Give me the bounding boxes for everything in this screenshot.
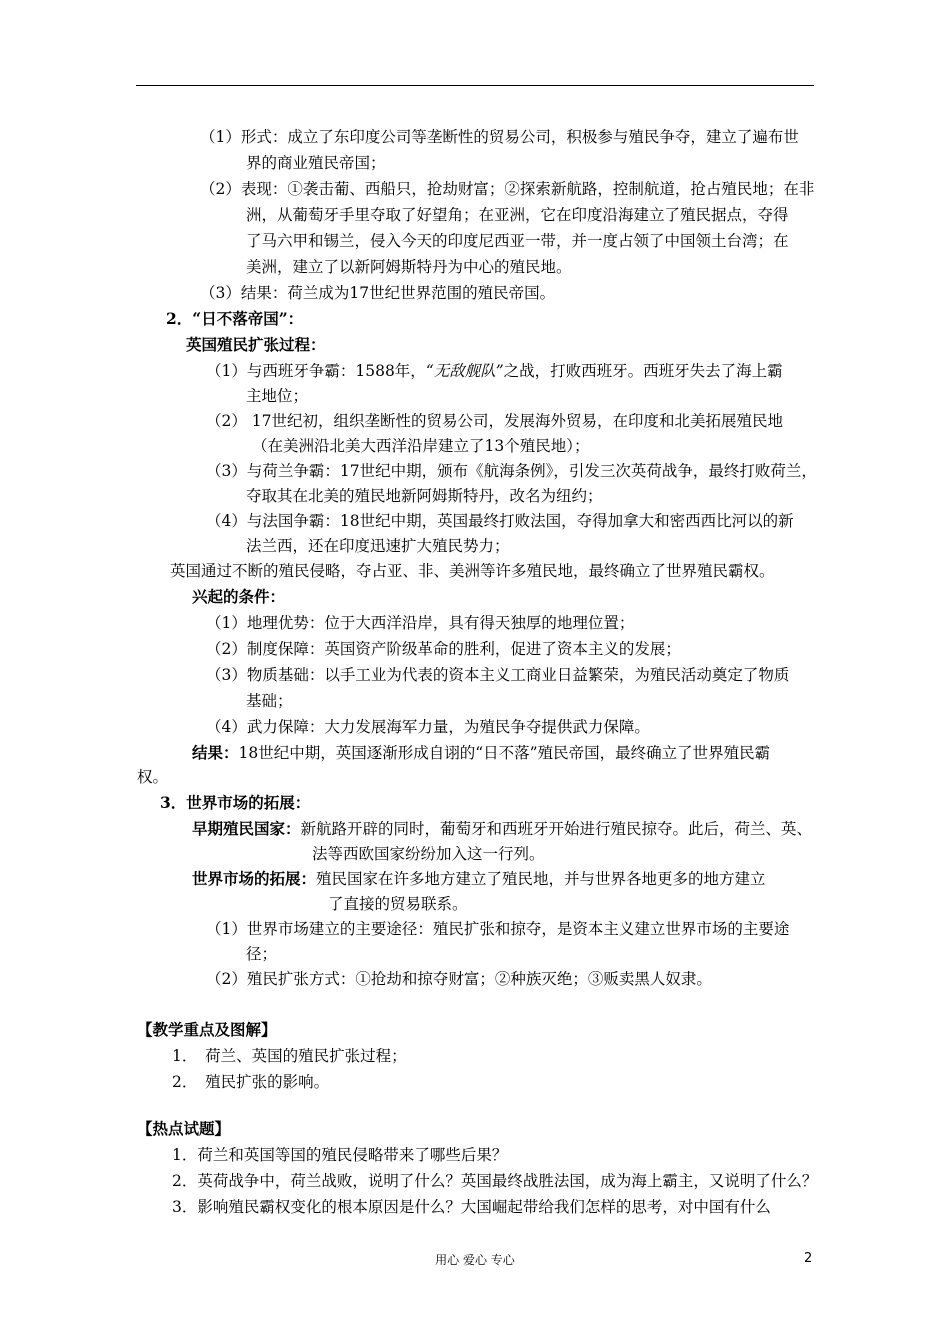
expand-label: 世界市场的拓展： xyxy=(192,869,317,888)
british-process-subheading: 英国殖民扩张过程： xyxy=(186,335,326,354)
question-item: 3．影响殖民霸权变化的根本原因是什么？大国崛起带给我们怎样的思考，对中国有什么 xyxy=(172,1198,771,1216)
process-item-2: （2） 17世纪初，组织垄断性的贸易公司，发展海外贸易，在印度和北美拓展殖民地 xyxy=(206,412,784,430)
process-item-4: （4）与法国争霸：18世纪中期，英国最终打败法国，夺得加拿大和密西西比河以的新 xyxy=(206,512,794,530)
condition-1: （1）地理优势：位于大西洋沿岸，具有得天独厚的地理位置； xyxy=(206,614,635,632)
dutch-form-cont: 界的商业殖民帝国； xyxy=(246,154,386,172)
dutch-performance: （2）表现：①袭击葡、西船只，抢劫财富；②探索新航路，控制航道，抢占殖民地；在非 xyxy=(200,180,815,198)
early-label: 早期殖民国家： xyxy=(192,819,301,838)
condition-3: （3）物质基础：以手工业为代表的资本主义工商业日益繁荣，为殖民活动奠定了物质 xyxy=(206,666,790,684)
dutch-result: （3）结果：荷兰成为17世纪世界范围的殖民帝国。 xyxy=(200,284,556,302)
dutch-performance-cont-1: 洲，从葡萄牙手里夺取了好望角；在亚洲，它在印度沿海建立了殖民据点，夺得 xyxy=(246,206,789,224)
world-market-expansion xyxy=(192,868,766,890)
process-item-1-pre: （1）与西班牙争霸：1588年， xyxy=(206,362,426,380)
question-item: 1．荷兰和英国等国的殖民侵略带来了哪些后果？ xyxy=(172,1146,508,1164)
british-summary: 英国通过不断的殖民侵略，夺占亚、非、美洲等许多殖民地，最终确立了世界殖民霸权。 xyxy=(170,562,775,580)
header-rule xyxy=(136,85,814,86)
early-colonial-powers xyxy=(192,818,812,840)
process-item-3: （3）与荷兰争霸：17世纪中期，颁布《航海条例》，引发三次英荷战争，最终打败荷兰， xyxy=(206,462,817,480)
dutch-form: （1）形式：成立了东印度公司等垄断性的贸易公司，积极参与殖民争夺，建立了遍布世 xyxy=(200,128,799,146)
footer-motto: 用心 爱心 专心 xyxy=(435,1253,515,1267)
page-number: 2 xyxy=(804,1251,813,1266)
dutch-performance-cont-2: 了马六甲和锡兰，侵入今天的印度尼西亚一带，并一度占领了中国领土台湾；在 xyxy=(246,232,789,250)
section-2-heading: 2．“日不落帝国”： xyxy=(166,309,304,328)
process-item-1-cont: 主地位； xyxy=(246,387,309,405)
question-item: 2．英荷战争中，荷兰战败，说明了什么？英国最终战胜法国，成为海上霸主，又说明了什么？ xyxy=(172,1172,818,1190)
world-market-expansion-cont: 了直接的贸易联系。 xyxy=(328,895,468,913)
process-item-3-cont: 夺取其在北美的殖民地新阿姆斯特丹，改名为纽约； xyxy=(246,487,603,505)
condition-3-cont: 基础； xyxy=(246,692,293,710)
hot-questions-title: 【热点试题】 xyxy=(137,1119,231,1138)
early-colonial-powers-cont: 法等西欧国家纷纷加入这一行列。 xyxy=(312,845,545,863)
key-point-item: 1． 荷兰、英国的殖民扩张过程； xyxy=(172,1047,407,1065)
key-points-title: 【教学重点及图解】 xyxy=(137,1020,277,1039)
empire-result-cont: 权。 xyxy=(137,768,169,786)
result-text: 18世纪中期，英国逐渐形成自诩的“日不落”殖民帝国，最终确立了世界殖民霸 xyxy=(238,744,771,762)
condition-4: （4）武力保障：大力发展海军力量，为殖民争夺提供武力保障。 xyxy=(206,718,650,736)
market-item-1: （1）世界市场建立的主要途径：殖民扩张和掠夺，是资本主义建立世界市场的主要途 xyxy=(206,920,790,938)
result-label: 结果： xyxy=(192,743,239,762)
market-item-2: （2）殖民扩张方式：①抢劫和掠夺财富；②种族灭绝；③贩卖黑人奴隶。 xyxy=(206,970,712,988)
conditions-subheading: 兴起的条件： xyxy=(192,587,286,606)
condition-2: （2）制度保障：英国资产阶级革命的胜利，促进了资本主义的发展； xyxy=(206,640,681,658)
expand-text: 殖民国家在许多地方建立了殖民地，并与世界各地更多的地方建立 xyxy=(316,870,766,888)
dutch-performance-cont-3: 美洲，建立了以新阿姆斯特丹为中心的殖民地。 xyxy=(246,258,572,276)
early-text: 新航路开辟的同时，葡萄牙和西班牙开始进行殖民掠夺。此后，荷兰、英、 xyxy=(300,820,813,838)
key-point-item: 2． 殖民扩张的影响。 xyxy=(172,1073,330,1091)
process-item-4-cont: 法兰西，还在印度迅速扩大殖民势力； xyxy=(246,537,510,555)
section-3-heading: 3．世界市场的拓展： xyxy=(160,793,311,812)
process-item-1-post: 之战，打败西班牙。西班牙失去了海上霸 xyxy=(503,362,783,380)
process-item-2-cont: （在美洲沿北美大西洋沿岸建立了13个殖民地）； xyxy=(252,437,590,455)
empire-result xyxy=(192,742,770,764)
market-item-1-cont: 径； xyxy=(246,945,278,963)
process-item-1 xyxy=(206,360,783,382)
armada-term: “无敌舰队” xyxy=(425,362,504,380)
